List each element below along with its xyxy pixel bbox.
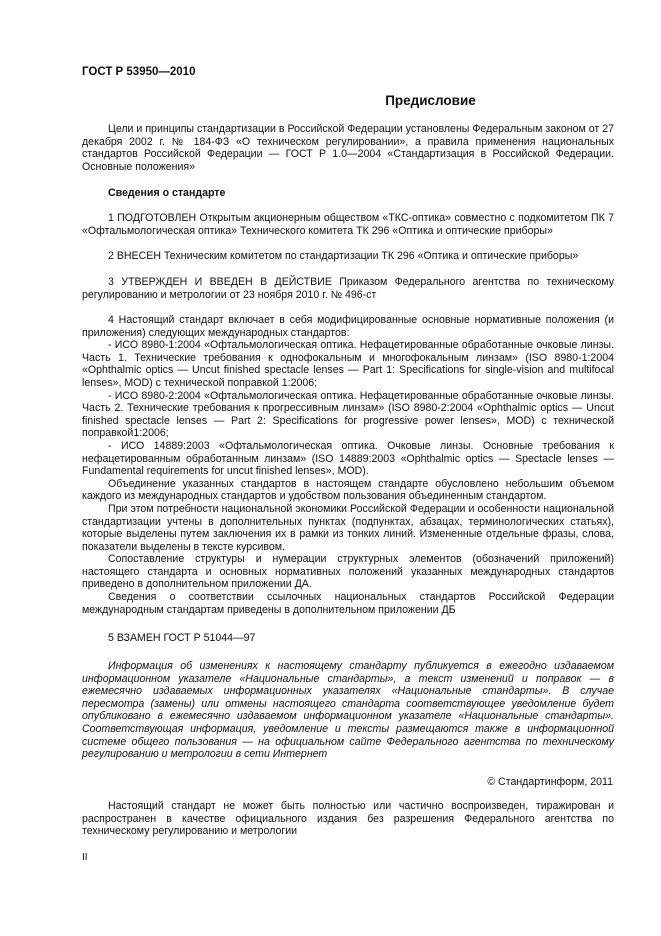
item-4-structure: Сопоставление структуры и нумерации структурных элементов (обозначений приложений) настоящего стандарта и основных нормативных положений указанных международных стандартов приведено в дополнительном приложении ДА. [82, 553, 614, 591]
info-heading: Сведения о стандарте [108, 187, 226, 199]
intro-paragraph [82, 123, 614, 173]
notice-paragraph [82, 660, 614, 761]
item-4 [82, 314, 614, 616]
item-1-text: 1 ПОДГОТОВЛЕН Открытым акционерным обществом «ТКС-оптика» совместно с подкомитетом ПК 7 «Офтальмологическая оптика» Технического комитета ТК 296 «Оптика и оптические приборы» [82, 212, 614, 237]
item-4-iso-14889: - ИСО 14889:2003 «Офтальмологическая оптика. Очковые линзы. Основные требования к нефацетированным обработанным линзам» (ISO 14889:2003 «Ophthalmic optics — Spectacle lenses — Fundamental requirements for uncut finished lenses», MOD). [82, 439, 614, 478]
intro-text: Цели и принципы стандартизации в Российской Федерации установлены Федеральным законом от 27 декабря 2002 г. № 184-ФЗ «О техническом регулировании», а правила применения национальных стандартов Российской Федерации — ГОСТ Р 1.0—2004 «Стандартизация в Российской Федерации. Основные положения» [82, 123, 614, 173]
page-title: Предисловие [385, 93, 476, 108]
rights-text: Настоящий стандарт не может быть полностью или частично воспроизведен, тиражирован и распространен в качестве официального издания без разрешения Федерального агентства по техническому регулированию и метрологии [82, 800, 614, 838]
item-1 [82, 212, 614, 237]
item-2-text: 2 ВНЕСЕН Техническим комитетом по стандартизации ТК 296 «Оптика и оптические приборы» [108, 250, 579, 262]
notice-text: Информация об изменениях к настоящему стандарту публикуется в ежегодно издаваемом информационном указателе «Национальные стандарты», а текст изменений и поправок — в ежемесячно издаваемых информационных указателях «Национальные стандарты». В случае пересмотра (замены) или отмены настоящего стандарта соответствующее уведомление будет опубликовано в ежемесячно издаваемом информационном указателе «Национальные стандарты». Соответствующая информация, уведомление и тексты размещаются также в информационной системе общего пользования — на официальном сайте Федерального агентства по техническому регулированию и метрологии в сети Интернет [82, 660, 614, 761]
rights-paragraph [82, 800, 614, 838]
copyright: © Стандартинформ, 2011 [487, 776, 613, 788]
item-4-references: Сведения о соответствии ссылочных национальных стандартов Российской Федерации международным стандартам приведены в дополнительном приложении ДБ [82, 591, 614, 616]
item-4-intro: 4 Настоящий стандарт включает в себя модифицированные основные нормативные положения (и приложения) следующих международных стандартов: [82, 314, 614, 339]
standard-header: ГОСТ Р 53950—2010 [82, 66, 196, 78]
item-3-text: 3 УТВЕРЖДЕН И ВВЕДЕН В ДЕЙСТВИЕ Приказом Федерального агентства по техническому регулированию и метрологии от 23 ноября 2010 г. № 496-ст [82, 276, 614, 301]
item-4-combination: Объединение указанных стандартов в настоящем стандарте обусловлено небольшим объемом каждого из международных стандартов и удобством пользования объединенным стандартом. [82, 477, 614, 503]
item-4-iso-8980-1: - ИСО 8980-1:2004 «Офтальмологическая оптика. Нефацетированные обработанные очковые линзы. Часть 1. Технические требования к однофокальным и многофокальным линзам» (ISO 8980-1:2004 «Ophthalmic optics — Uncut finished spectacle lenses — Part 1: Specifications for single-vision and multifocal lenses», MOD) с технической поправкой 1:2006; [82, 339, 614, 389]
item-5-text: 5 ВЗАМЕН ГОСТ Р 51044—97 [108, 632, 256, 644]
item-3 [82, 276, 614, 301]
item-5 [82, 632, 614, 645]
item-2 [82, 250, 614, 263]
item-4-national-needs: При этом потребности национальной экономики Российской Федерации и особенности национальной стандартизации учтены в дополнительных пунктах (подпунктах, абзацах, терминологических статьях), которые выделены путем заключения их в рамки из тонких линий. Измененные отдельные фразы, слова, показатели выделены в тексте курсивом. [82, 502, 614, 553]
item-4-iso-8980-2: - ИСО 8980-2:2004 «Офтальмологическая оптика. Нефацетированные обработанные очковые линзы. Часть 2. Технические требования к прогрессивным линзам» (ISO 8980-2:2004 «Ophthalmic optics — Uncut finished spectacle lenses — Part 2: Specifications for progressive power lenses», MOD) с технической поправкой1:2006; [82, 389, 614, 440]
page-number: II [82, 852, 88, 863]
